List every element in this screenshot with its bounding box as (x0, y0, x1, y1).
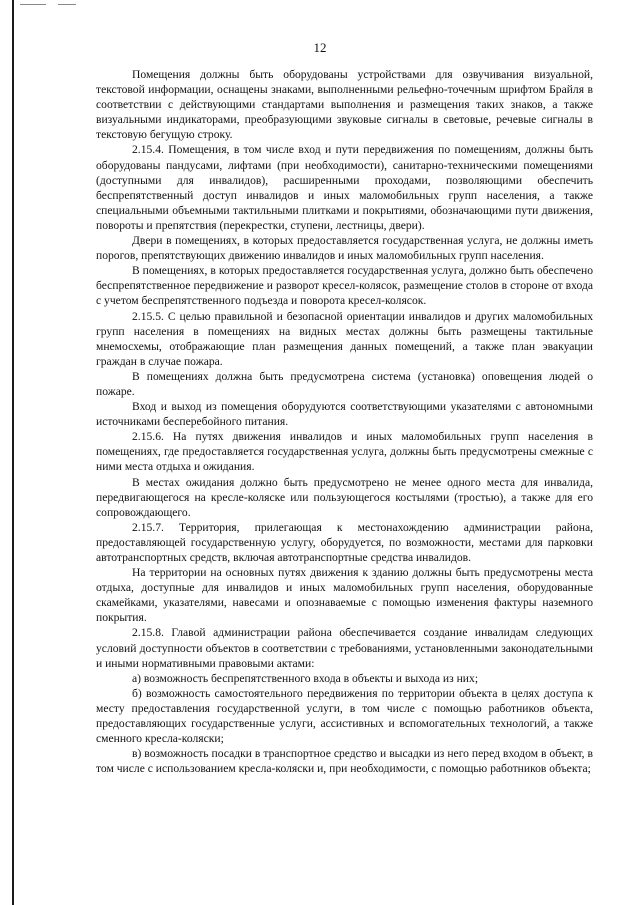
paragraph: Помещения должны быть оборудованы устройствами для озвучивания визуальной, текстовой информации, оснащены знаками, выполненными рельефно-точечным шрифтом Брайля в соответствии с действующими стандартами выполнения и размещения таких знаков, а также визуальными индикаторами, преобразующими звуковые сигналы в световые, речевые сигналы в текстовую бегущую строку. (96, 68, 593, 142)
paragraph: Двери в помещениях, в которых предоставляется государственная услуга, не должны иметь порогов, препятствующих движению инвалидов и иных маломобильных групп населения. (96, 234, 593, 263)
paragraph: В помещениях, в которых предоставляется государственная услуга, должно быть обеспечено беспрепятственное передвижение и разворот кресел-колясок, размещение столов в стороне от входа с учетом беспрепятственного подъезда и поворота кресел-колясок. (96, 264, 593, 308)
paragraph: 2.15.8. Главой администрации района обеспечивается создание инвалидам следующих условий доступности объектов в соответствии с требованиями, установленными законодательными и иными нормативными правовыми актами: (96, 626, 593, 670)
paragraph: В местах ожидания должно быть предусмотрено не менее одного места для инвалида, передвигающегося на кресле-коляске или пользующегося костылями (тростью), а также для его сопровождающего. (96, 475, 593, 519)
list-item: б) возможность самостоятельного передвижения по территории объекта в целях доступа к месту предоставления государственной услуги, в том числе с помощью работников объекта, предоставляющих государственные услуги, ассистивных и вспомогательных технологий, а также сменного кресла-коляски; (96, 686, 593, 746)
paragraph: На территории на основных путях движения к зданию должны быть предусмотрены места отдыха, доступные для инвалидов и иных маломобильных групп населения, оборудованные скамейками, указателями, навесами и опознаваемые с помощью изменения фактуры наземного покрытия. (96, 566, 593, 625)
scan-dash-line (58, 4, 76, 5)
scan-border-left (12, 0, 14, 905)
scan-dash-line (20, 4, 46, 5)
document-body (96, 67, 593, 776)
paragraph: 2.15.5. С целью правильной и безопасной ориентации инвалидов и других маломобильных групп населения в помещениях на видных местах должны быть размещены тактильные мнемосхемы, отображающие план размещения данных помещений, а также план эвакуации граждан в случае пожара. (96, 309, 593, 368)
paragraph: 2.15.7. Территория, прилегающая к местонахождению администрации района, предоставляющей государственную услугу, оборудуется, по возможности, местами для парковки автотранспортных средств, включая автотранспортные средства инвалидов. (96, 520, 593, 564)
paragraph: 2.15.6. На путях движения инвалидов и иных маломобильных групп населения в помещениях, где предоставляется государственная услуга, должны быть предусмотрены смежные с ними места отдыха и ожидания. (96, 430, 593, 474)
list-item: а) возможность беспрепятственного входа в объекты и выхода из них; (132, 671, 479, 685)
page-number: 12 (313, 40, 327, 55)
list-item: в) возможность посадки в транспортное средство и высадки из него перед входом в объект, в том числе с использованием кресла-коляски и, при необходимости, с помощью работников объекта; (96, 747, 593, 776)
paragraph: 2.15.4. Помещения, в том числе вход и пути передвижения по помещениям, должны быть оборудованы пандусами, лифтами (при необходимости), санитарно-техническими помещениями (доступными для инвалидов), расширенными проходами, позволяющими обеспечить беспрепятственный доступ инвалидов и иных маломобильных групп населения, а также специальными объемными тактильными плитками и покрытиями, обозначающими пути движения, повороты и препятствия (перекрестки, ступени, лестницы, двери). (96, 143, 593, 232)
paragraph: Вход и выход из помещения оборудуются соответствующими указателями с автономными источниками бесперебойного питания. (96, 400, 593, 429)
paragraph: В помещениях должна быть предусмотрена система (установка) оповещения людей о пожаре. (96, 369, 593, 398)
